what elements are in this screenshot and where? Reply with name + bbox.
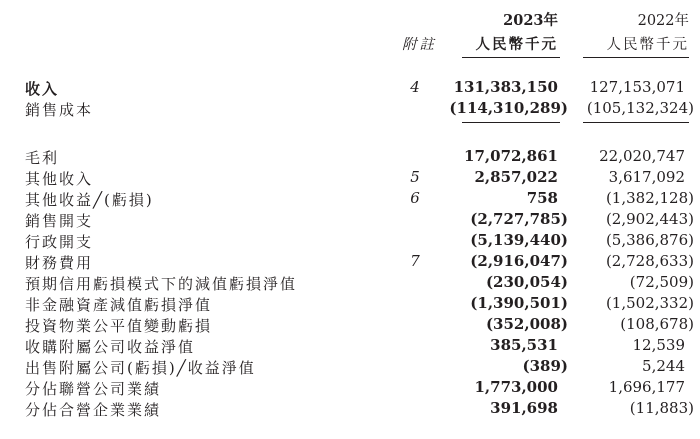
row-value-2023: (114,310,289) (449, 99, 568, 117)
row-value-2022: (108,678) (620, 315, 694, 333)
row-value-2022: 22,020,747 (599, 147, 685, 165)
row-label: 毛利 (25, 149, 60, 167)
row-value-2023: (230,054) (485, 273, 568, 291)
row-label: 分佔聯營公司業績 (25, 380, 162, 398)
row-value-2022: (2,902,443) (605, 210, 694, 228)
table-row-finance-costs (0, 252, 700, 273)
row-note: 7 (410, 252, 420, 270)
row-label: 其他收益╱(虧損) (25, 191, 154, 209)
row-label: 其他收入 (25, 170, 94, 188)
column-header-2022-year: 2022年 (637, 13, 689, 29)
row-label: 非金融資產減值虧損淨值 (25, 296, 213, 314)
row-value-2022: 1,696,177 (608, 378, 685, 396)
row-value-2022: 127,153,071 (589, 78, 685, 96)
row-value-2023: (389) (522, 357, 568, 375)
row-value-2022: 5,244 (642, 357, 685, 375)
row-label: 投資物業公平值變動虧損 (25, 317, 213, 335)
row-label: 收購附屬公司收益淨值 (25, 338, 196, 356)
column-header-2023-unit: 人民幣千元 (475, 36, 558, 53)
column-header-2023-underline (462, 57, 560, 58)
table-row-selling-expenses (0, 210, 700, 231)
row-value-2023: 391,698 (490, 399, 558, 417)
column-header-note: 附註 (402, 37, 437, 53)
row-value-2022: 3,617,092 (608, 168, 685, 186)
row-value-2023: (2,916,047) (470, 252, 568, 270)
row-label: 行政開支 (25, 233, 94, 251)
row-value-2023: 1,773,000 (474, 378, 558, 396)
row-label: 出售附屬公司(虧損)╱收益淨值 (25, 359, 256, 377)
row-label: 銷售開支 (25, 212, 94, 230)
row-note: 4 (410, 78, 420, 96)
table-row-admin-expenses (0, 231, 700, 252)
table-row-investment-property-loss (0, 315, 700, 336)
table-row-other-gains-losses (0, 189, 700, 210)
table-row-ecl-impairment (0, 273, 700, 294)
row-value-2022: (5,386,876) (605, 231, 694, 249)
row-value-2023: 2,857,022 (474, 168, 558, 186)
row-value-2023: (5,139,440) (470, 231, 568, 249)
row-value-2022: (105,132,324) (586, 99, 694, 117)
subtotal-underline-2023 (462, 122, 560, 123)
table-row-associates-share (0, 378, 700, 399)
row-value-2022: 12,539 (632, 336, 685, 354)
row-value-2023: (352,008) (485, 315, 568, 333)
column-header-2023-year: 2023年 (503, 12, 558, 29)
table-row-gross-profit (0, 147, 700, 168)
row-value-2023: 758 (526, 189, 558, 207)
table-row-non-financial-impairment (0, 294, 700, 315)
row-value-2023: (1,390,501) (470, 294, 568, 312)
row-value-2023: (2,727,785) (470, 210, 568, 228)
table-row-disposal-result (0, 357, 700, 378)
row-label: 銷售成本 (25, 101, 94, 119)
row-label: 預期信用虧損模式下的減值虧損淨值 (25, 275, 298, 293)
table-row-joint-ventures-share (0, 399, 700, 420)
row-label: 收入 (25, 80, 60, 98)
row-note: 6 (410, 189, 420, 207)
table-row-other-income (0, 168, 700, 189)
column-header-2022-underline (583, 57, 689, 58)
column-header-2022-unit: 人民幣千元 (606, 37, 689, 53)
row-value-2022: (1,382,128) (605, 189, 694, 207)
row-value-2022: (2,728,633) (605, 252, 694, 270)
table-row-cost-of-sales (0, 99, 700, 120)
row-note: 5 (410, 168, 420, 186)
row-label: 財務費用 (25, 254, 94, 272)
table-row-revenue (0, 78, 700, 99)
row-value-2022: (1,502,332) (605, 294, 694, 312)
subtotal-underline-2022 (583, 122, 689, 123)
table-row-acquisition-gain (0, 336, 700, 357)
row-label: 分佔合營企業業績 (25, 401, 162, 419)
row-value-2022: (11,883) (629, 399, 694, 417)
row-value-2022: (72,509) (629, 273, 694, 291)
row-value-2023: 385,531 (490, 336, 558, 354)
row-value-2023: 131,383,150 (453, 78, 558, 96)
row-value-2023: 17,072,861 (464, 147, 558, 165)
